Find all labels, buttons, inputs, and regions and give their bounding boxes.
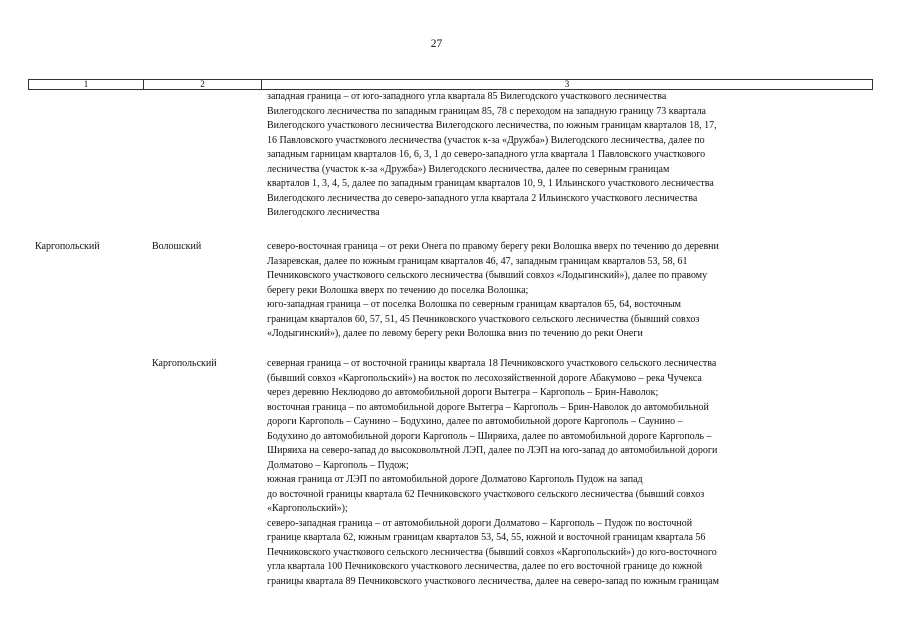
column-header-table (28, 79, 873, 90)
text-line: угла квартала 100 Печниковского участкового лесничества, далее по его восточной границе до южной (267, 561, 703, 572)
text-line: Вилегодского участкового лесничества Вилегодского лесничества, по южным границам кварталов 18, 17, (267, 120, 717, 131)
text-line: Печниковского участкового сельского лесничества (бывший совхоз «Лодыгинский»), далее по правому (267, 270, 708, 281)
text-line: через деревню Неклюдово до автомобильной дороги Вытегра – Каргополь – Брин-Наволок; (267, 387, 659, 398)
area-cell: Волошский (152, 241, 202, 252)
table-row (0, 240, 905, 342)
text-line: Печниковского участкового сельского лесничества (бывший совхоз «Каргопольский») до юго-восточного (267, 546, 717, 558)
boundary-paragraph (267, 517, 867, 590)
text-line: «Лодыгинский»), далее по левому берегу реки Волошка вниз по течению до реки Онеги (267, 328, 643, 339)
area-cell: Каргопольский (152, 358, 217, 369)
boundary-paragraph (267, 401, 867, 474)
text-line: границе квартала 62, южным границам кварталов 53, 54, 55, южной и восточной границам квартала 56 (267, 532, 706, 543)
text-line: Вилегодского лесничества (267, 207, 380, 218)
text-line: 16 Павловского участкового лесничества (участок к-за «Дружба») Вилегодского лесничества, далее по (267, 134, 705, 146)
text-line: до восточной границы квартала 62 Печниковского участкового сельского лесничества (бывший совхоз (267, 488, 705, 500)
text-line: северная граница – от восточной границы квартала 18 Печниковского участкового сельского лесничества (267, 358, 717, 369)
text-line: границам кварталов 60, 57, 51, 45 Печниковского участкового сельского лесничества (бывший совхоз (267, 313, 700, 325)
boundary-paragraph (267, 357, 867, 401)
boundary-description-cell (267, 90, 867, 221)
text-line: Бодухино до автомобильной дороги Каргополь – Ширяиха, далее по автомобильной дороге Каргополь – (267, 430, 712, 442)
boundary-paragraph (267, 298, 867, 342)
text-line: границы квартала 89 Печниковского участкового лесничества, далее на северо-запад по южным границам (267, 575, 719, 587)
boundary-description-cell (267, 240, 867, 342)
text-line: Долматово – Каргополь – Пудож; (267, 459, 409, 471)
text-line: дороги Каргополь – Саунино – Бодухино, далее по автомобильной дороге Каргополь – Саунино – (267, 416, 683, 427)
text-line: Ширяиха на северо-запад до высоковольтной ЛЭП, далее по ЛЭП на юго-запад до автомобильной дороги (267, 445, 718, 456)
boundary-paragraph (267, 240, 867, 298)
text-line: северо-западная граница – от автомобильной дороги Долматово – Каргополь – Пудож по восточной (267, 517, 693, 529)
text-line: кварталов 1, 3, 4, 5, далее по западным границам кварталов 10, 9, 1 Ильинского участкового лесничества (267, 178, 714, 189)
page-number: 27 (430, 38, 443, 50)
table-row (0, 90, 905, 221)
text-line: западным гарницам кварталов 16, 6, 3, 1 до северо-западного угла квартала 1 Павловского участкового (267, 149, 706, 160)
text-line: Вилегодского лесничества по западным границам 85, 78 с переходом на западную границу 73 квартала (267, 105, 706, 117)
text-line: восточная граница – по автомобильной дороге Вытегра – Каргополь – Брин-Наволок до автомобильной (267, 401, 709, 413)
table-row (0, 357, 905, 589)
text-line: западная граница – от юго-западного угла квартала 85 Вилегодского участкового лесничества (267, 91, 667, 102)
text-line: (бывший совхоз «Каргопольский») на восток по лесохозяйственной дороге Абакумово – река Чучекса (267, 372, 702, 384)
text-line: «Каргопольский»); (267, 503, 348, 514)
text-line: Вилегодского лесничества до северо-западного угла квартала 2 Ильинского участкового лесничества (267, 192, 698, 204)
boundary-paragraph (267, 90, 867, 221)
boundary-description-cell (267, 357, 867, 589)
boundary-paragraph (267, 473, 867, 517)
text-line: лесничества (участок к-за «Дружба») Вилегодского лесничества, далее по северным границам (267, 163, 670, 175)
text-line: северо-восточная граница – от реки Онега по правому берегу реки Волошка вверх по течению до деревни (267, 241, 719, 252)
column-header-2: 2 (144, 80, 262, 90)
district-cell: Каргопольский (35, 241, 100, 252)
column-header-3: 3 (262, 80, 873, 90)
column-header-1: 1 (29, 80, 144, 90)
column-header-row (29, 80, 873, 90)
text-line: Лазаревская, далее по южным границам кварталов 46, 47, западным границам кварталов 53, 58, 61 (267, 255, 688, 267)
text-line: берегу реки Волошка вверх по течению до поселка Волошка; (267, 284, 529, 296)
text-line: южная граница от ЛЭП по автомобильной дороге Долматово Каргополь Пудож на запад (267, 474, 643, 485)
text-line: юго-западная граница – от поселка Волошка по северным границам кварталов 65, 64, восточным (267, 299, 682, 310)
